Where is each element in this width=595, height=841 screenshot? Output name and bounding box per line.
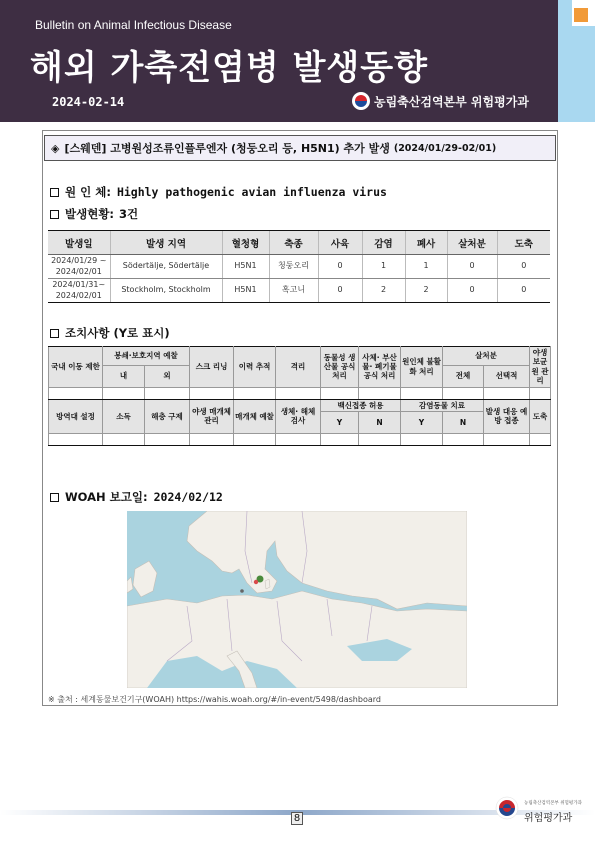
- measure-live-test: 생체· 해체 검사: [276, 399, 321, 433]
- footer-agency: 농림축산검역본부 위험평가과: [524, 801, 582, 806]
- cell-region: Södertälje, Södertälje: [110, 255, 222, 279]
- checkbox-bullet-icon: [50, 329, 59, 338]
- measure-vaccine: 백신접종 허용: [321, 399, 401, 411]
- measure-value: [443, 387, 484, 399]
- measure-pest: 해충 구제: [145, 399, 190, 433]
- measure-value: [276, 433, 321, 445]
- measure-zone: 봉쇄·보호지역 예찰: [103, 347, 190, 366]
- cell-slaughtered: 0: [497, 279, 550, 303]
- status-line: [50, 206, 138, 222]
- publication-date: 2024-02-14: [52, 95, 125, 109]
- measure-value: [359, 387, 401, 399]
- cell-infected: 1: [362, 255, 405, 279]
- agency-label: [352, 92, 529, 110]
- cell-raised: 0: [318, 279, 362, 303]
- cell-slaughtered: 0: [497, 255, 550, 279]
- table-row: [48, 279, 550, 303]
- page-title: 해외 가축전염병 발생동향: [30, 48, 428, 88]
- measure-value: [190, 433, 234, 445]
- measure-value: [530, 433, 551, 445]
- woah-label: WOAH 보고일:: [65, 490, 148, 504]
- table-header: 발생 지역: [110, 231, 222, 255]
- measure-cull-selective: 선택적: [484, 365, 530, 387]
- source-note: ※ 출처 : 세계동물보건기구(WOAH) https://wahis.woah.org/#/in-event/5498/dashboard: [48, 695, 381, 704]
- cell-culled: 0: [447, 279, 497, 303]
- measure-value: [443, 433, 484, 445]
- measures-table: [48, 346, 551, 446]
- cell-region: Stockholm, Stockholm: [110, 279, 222, 303]
- cell-species: 청둥오리: [269, 255, 318, 279]
- measure-value: [401, 387, 443, 399]
- measure-value: [49, 387, 103, 399]
- measure-value: [484, 433, 530, 445]
- status-label: 발생현황:: [65, 207, 115, 221]
- measure-value: [321, 433, 359, 445]
- table-header: 살처분: [447, 231, 497, 255]
- measure-vaccine-yes: Y: [321, 411, 359, 433]
- measure-movement: 국내 이동 제한: [49, 347, 103, 388]
- measures-header-row: [49, 399, 551, 411]
- measure-value: [145, 387, 190, 399]
- table-header: 도축: [497, 231, 550, 255]
- checkbox-bullet-icon: [50, 493, 59, 502]
- measure-treatment-yes: Y: [401, 411, 443, 433]
- measure-value: [276, 387, 321, 399]
- measure-value: [321, 387, 359, 399]
- pathogen-label: 원 인 체:: [65, 185, 111, 199]
- cell-infected: 2: [362, 279, 405, 303]
- measure-carcass: 사체· 부산물· 폐기물 공식 처리: [359, 347, 401, 388]
- measure-value: [530, 387, 551, 399]
- cell-dead: 2: [405, 279, 447, 303]
- table-header: 사육: [318, 231, 362, 255]
- measure-value: [359, 433, 401, 445]
- measure-pathogen-inactivation: 원인체 불활화 처리: [401, 347, 443, 388]
- checkbox-bullet-icon: [50, 188, 59, 197]
- measures-line: [50, 325, 170, 341]
- outbreak-map: [127, 511, 467, 688]
- table-header: 폐사: [405, 231, 447, 255]
- measure-screening: 스크 리닝: [190, 347, 234, 388]
- measure-value: [401, 433, 443, 445]
- diamond-bullet-icon: ◈: [51, 141, 60, 155]
- cell-culled: 0: [447, 255, 497, 279]
- measure-wild-vector: 야생 매개체 관리: [190, 399, 234, 433]
- measure-slaughter: 도축: [530, 399, 551, 433]
- status-value: 3건: [119, 207, 139, 221]
- bulletin-label: Bulletin on Animal Infectious Disease: [35, 18, 232, 32]
- woah-line: [50, 489, 223, 505]
- cell-dead: 1: [405, 255, 447, 279]
- measure-tracing: 이력 추적: [234, 347, 276, 388]
- measure-treatment-no: N: [443, 411, 484, 433]
- europe-map-graphic: [127, 511, 467, 688]
- report-subtitle: [44, 135, 556, 161]
- measures-value-row: [49, 433, 551, 445]
- measure-value: [484, 387, 530, 399]
- cell-serotype: H5N1: [222, 255, 269, 279]
- measure-value: [234, 387, 276, 399]
- outbreak-marker-icon: [254, 580, 258, 584]
- footer-unit: 위험평가과: [524, 813, 573, 824]
- checkbox-bullet-icon: [50, 210, 59, 219]
- table-header: 감염: [362, 231, 405, 255]
- page-number: 8: [291, 812, 303, 825]
- measure-disinfection: 소독: [103, 399, 145, 433]
- measure-value: [190, 387, 234, 399]
- measure-value: [103, 387, 145, 399]
- header-decoration-square: [574, 8, 588, 22]
- cell-date: 2024/01/31~ 2024/02/01: [48, 279, 110, 303]
- measure-vector-surveillance: 매개체 예찰: [234, 399, 276, 433]
- cell-date: 2024/01/29 ~ 2024/02/01: [48, 255, 110, 279]
- table-header: 혈청형: [222, 231, 269, 255]
- measure-cull-all: 전체: [443, 365, 484, 387]
- cell-serotype: H5N1: [222, 279, 269, 303]
- measure-wildlife-reservoir: 야생 보균원 관리: [531, 348, 549, 386]
- government-emblem-icon: [352, 92, 370, 110]
- measure-value: [49, 433, 103, 445]
- cell-raised: 0: [318, 255, 362, 279]
- measures-value-row: [49, 387, 551, 399]
- measure-animal-products: 동물성 생산물 공식 처리: [321, 347, 359, 388]
- measure-value: [234, 433, 276, 445]
- subtitle-period: (2024/01/29-02/01): [393, 142, 497, 154]
- table-header: 발생일: [48, 231, 110, 255]
- cell-species: 혹고니: [269, 279, 318, 303]
- table-header-row: [48, 231, 550, 255]
- outbreak-marker-icon: [240, 589, 244, 593]
- table-header: 축종: [269, 231, 318, 255]
- measure-vaccine-no: N: [359, 411, 401, 433]
- measure-value: [145, 433, 190, 445]
- measures-label: 조치사항 (Y로 표시): [65, 326, 170, 340]
- measure-treatment: 감염동물 치료: [401, 399, 484, 411]
- agency-logo-icon: [495, 796, 519, 820]
- measure-zone-out: 외: [145, 365, 190, 387]
- measure-value: [103, 433, 145, 445]
- subtitle-main: [스웨덴] 고병원성조류인플루엔자 (청둥오리 등, H5N1) 추가 발생: [64, 142, 390, 155]
- measure-zone-in: 내: [103, 365, 145, 387]
- pathogen-value: Highly pathogenic avian influenza virus: [116, 185, 387, 199]
- woah-date: 2024/02/12: [153, 490, 223, 504]
- measure-quarantine: 격리: [276, 347, 321, 388]
- measure-culling: 살처분: [443, 347, 530, 366]
- agency-name: 농림축산검역본부 위험평가과: [374, 94, 529, 109]
- pathogen-line: [50, 184, 387, 200]
- table-row: [48, 255, 550, 279]
- measure-fence: 방역대 설정: [49, 399, 103, 433]
- measures-header-row: [49, 347, 551, 366]
- measure-prevention: 발생 대응 예방 접종: [484, 399, 530, 433]
- outbreak-table: [48, 230, 550, 303]
